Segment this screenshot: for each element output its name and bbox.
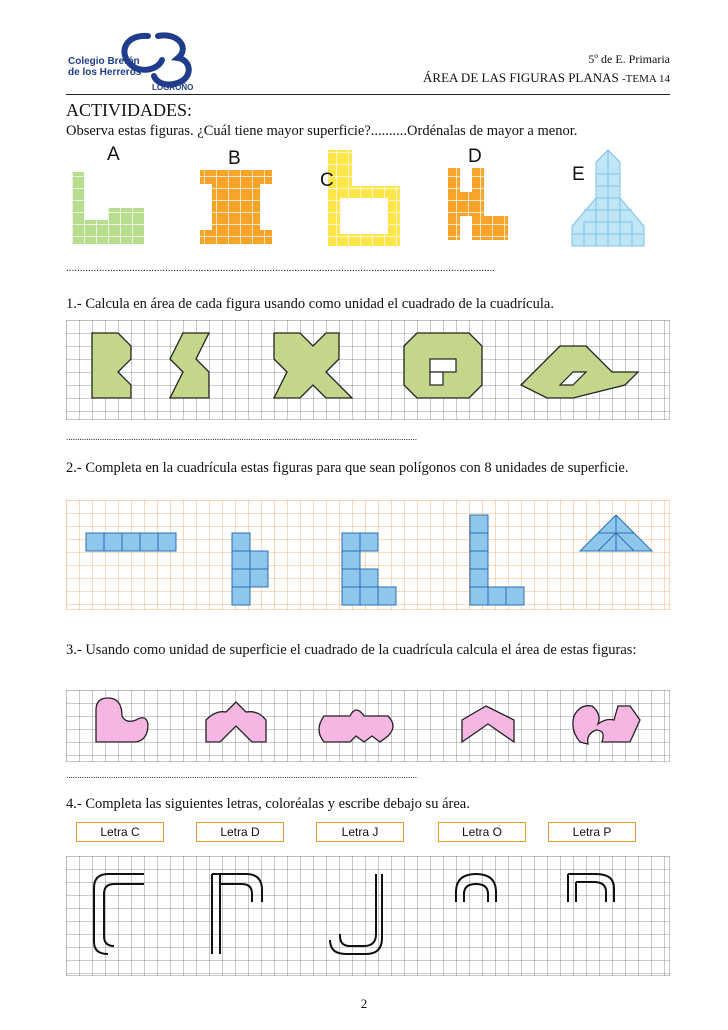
answer-line-1: ............................................................................................................................................................: [66, 432, 417, 442]
logo-name-line1: Colegio Bretón: [68, 56, 140, 67]
activities-title: ACTIVIDADES:: [66, 100, 192, 120]
topic-main: ÁREA DE LAS FIGURAS PLANAS: [423, 70, 619, 85]
logo-name-line2: de los Herreros: [68, 67, 142, 78]
figure-a-shape: [72, 172, 144, 244]
figure-d-shape: [448, 168, 508, 240]
grid-1: [66, 320, 670, 420]
logo-city: LOGROÑO: [152, 83, 194, 92]
intro-figures: [60, 140, 680, 252]
header-divider: [66, 94, 670, 95]
figure-b-shape: [200, 170, 272, 244]
answer-line-3: ............................................................................................................................................................: [66, 770, 417, 780]
question-3: 3.- Usando como unidad de superficie el cuadrado de la cuadrícula calcula el área de estas figuras:: [66, 642, 637, 658]
letter-o-box: Letra O: [438, 822, 526, 842]
letter-d-box: Letra D: [196, 822, 284, 842]
q1-shape-1: [92, 333, 131, 398]
question-1: 1.- Calcula en área de cada figura usando como unidad el cuadrado de la cuadrícula.: [66, 296, 554, 312]
figure-e-label: E: [572, 164, 585, 185]
letter-p-box: Letra P: [548, 822, 636, 842]
figure-b-label: B: [228, 148, 241, 169]
figure-c-label: C: [320, 170, 334, 191]
page-number: 2: [360, 996, 368, 1011]
topic-suffix: -TEMA 14: [622, 73, 670, 85]
answer-line-intro: ............................................................................................................................................................: [66, 262, 495, 274]
figure-c-shape: [328, 150, 400, 246]
intro-question: Observa estas figuras. ¿Cuál tiene mayor superficie?..........Ordénalas de mayor a menor.: [66, 123, 578, 139]
topic-label: [423, 70, 670, 86]
letter-j-box: Letra J: [316, 822, 404, 842]
q2-shape-1: [86, 533, 176, 551]
grid-2: [66, 500, 670, 610]
grade-label: 5º de E. Primaria: [588, 52, 670, 66]
school-logo: [66, 30, 206, 92]
grid-3: [66, 690, 670, 762]
question-2: 2.- Completa en la cuadrícula estas figuras para que sean polígonos con 8 unidades de superficie.: [66, 460, 629, 476]
figure-a-label: A: [107, 144, 120, 165]
grid-4: [66, 856, 670, 976]
figure-d-label: D: [468, 146, 482, 167]
question-4: 4.- Completa las siguientes letras, coloréalas y escribe debajo su área.: [66, 796, 470, 812]
letter-c-box: Letra C: [76, 822, 164, 842]
